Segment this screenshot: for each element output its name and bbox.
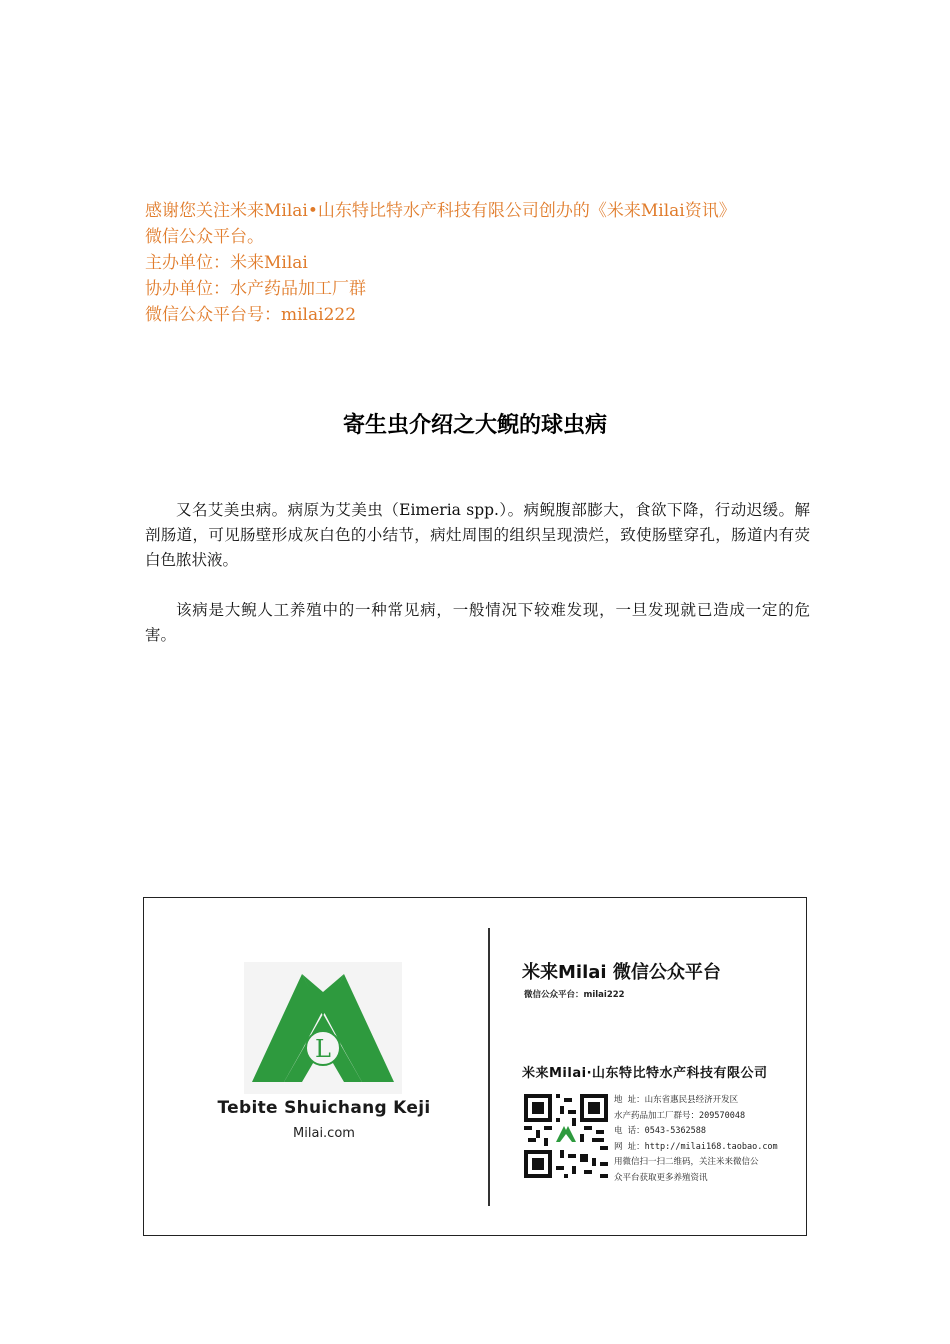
article-paragraph-2: 该病是大鲵人工养殖中的一种常见病，一般情况下较难发现，一旦发现就已造成一定的危害。 [145, 601, 810, 644]
brand-url: Milai.com [293, 1126, 355, 1141]
info-scan-line-1: 用微信扫一扫二维码，关注米来微信公 [614, 1157, 759, 1167]
header-line-cohost: 协办单位：水产药品加工厂群 [145, 279, 366, 299]
article-paragraph-1: 又名艾美虫病。病原为艾美虫（Eimeria spp.）。病鲵腹部膨大，食欲下降，行动迟缓。解剖肠道，可见肠壁形成灰白色的小结节，病灶周围的组织呈现溃烂，致使肠壁穿孔，肠道内有荧白色脓状液。 [145, 501, 810, 569]
contact-info [614, 1093, 804, 1186]
business-card [143, 897, 807, 1236]
info-phone: 电 话：0543-5362588 [614, 1126, 707, 1136]
qr-code-icon [524, 1094, 608, 1178]
header-notice [145, 198, 815, 328]
info-group: 水产药品加工厂群号：209570048 [614, 1110, 746, 1121]
wechat-platform-title: 米来Milai 微信公众平台 [522, 962, 721, 983]
card-divider [488, 928, 490, 1206]
logo-letter: L [315, 1035, 331, 1063]
header-line-thanks: 感谢您关注米来Milai•山东特比特水产科技有限公司创办的《米来Milai资讯》 [145, 201, 736, 221]
article-title: 寄生虫介绍之大鲵的球虫病 [342, 413, 607, 438]
info-website: 网 址：http://milai168.taobao.com [614, 1141, 778, 1152]
info-scan-line-2: 众平台获取更多养殖资讯 [614, 1172, 708, 1183]
brand-english-name: Tebite Shuichang Keji [217, 1098, 431, 1118]
company-logo [244, 962, 402, 1094]
header-line-platform: 微信公众平台。 [145, 227, 264, 247]
header-line-account: 微信公众平台号：milai222 [145, 305, 357, 325]
company-name: 米来Milai·山东特比特水产科技有限公司 [522, 1066, 768, 1081]
wechat-platform-id: 微信公众平台：milai222 [524, 990, 625, 1000]
info-address: 地 址：山东省惠民县经济开发区 [614, 1095, 739, 1105]
mountain-logo-icon [244, 962, 402, 1094]
header-line-host: 主办单位：米来Milai [145, 253, 308, 273]
